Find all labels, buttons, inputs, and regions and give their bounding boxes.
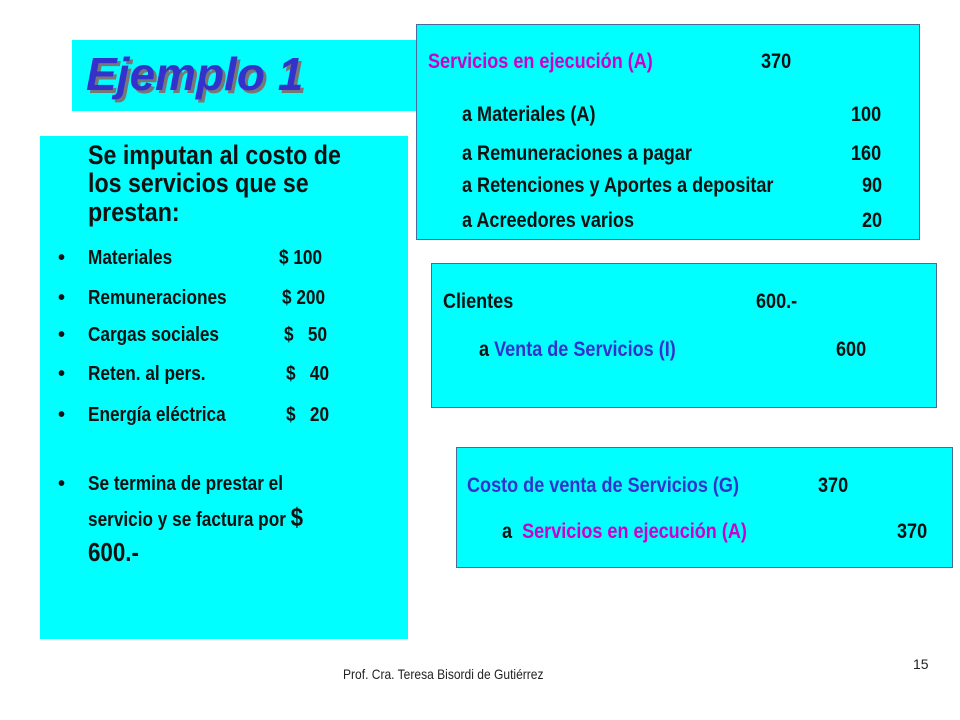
entry1-credit-label-1: a Materiales (A) (462, 103, 596, 126)
slide-title: Ejemplo 1 (86, 48, 304, 100)
closing-line-2: servicio y se factura por $ (88, 502, 304, 532)
closing-line-3: 600.- (88, 537, 139, 567)
entry1-debit-account: Servicios en ejecución (A) (428, 50, 653, 73)
entry1-credit-label-2: a Remuneraciones a pagar (462, 142, 692, 165)
entry2-credit-line: a Venta de Servicios (I) (479, 338, 676, 361)
intro-line-3: prestan: (88, 197, 180, 227)
journal-entry-2 (431, 263, 937, 408)
entry1-credit-label-3: a Retenciones y Aportes a depositar (462, 174, 774, 197)
footer-credit: Prof. Cra. Teresa Bisordi de Gutiérrez (343, 666, 544, 682)
entry1-debit-amount: 370 (761, 50, 792, 73)
intro-line-1: Se imputan al costo de (88, 140, 341, 170)
entry2-credit-amount: 600 (836, 338, 867, 361)
entry3-debit-account: Costo de venta de Servicios (G) (467, 474, 739, 497)
entry1-credit-amount-1: 100 (851, 103, 882, 126)
entry1-credit-amount-4: 20 (862, 209, 883, 232)
entry3-credit-amount: 370 (897, 520, 928, 543)
page-number: 15 (913, 656, 929, 672)
entry2-debit-account: Clientes (443, 290, 514, 313)
entry1-credit-label-4: a Acreedores varios (462, 209, 635, 232)
entry2-debit-amount: 600.- (756, 290, 798, 313)
entry3-credit-line: a Servicios en ejecución (A) (502, 520, 747, 543)
entry1-credit-amount-2: 160 (851, 142, 882, 165)
intro-line-2: los servicios que se (88, 168, 309, 198)
entry1-credit-amount-3: 90 (862, 174, 883, 197)
entry3-debit-amount: 370 (818, 474, 849, 497)
journal-entry-3 (456, 447, 953, 568)
